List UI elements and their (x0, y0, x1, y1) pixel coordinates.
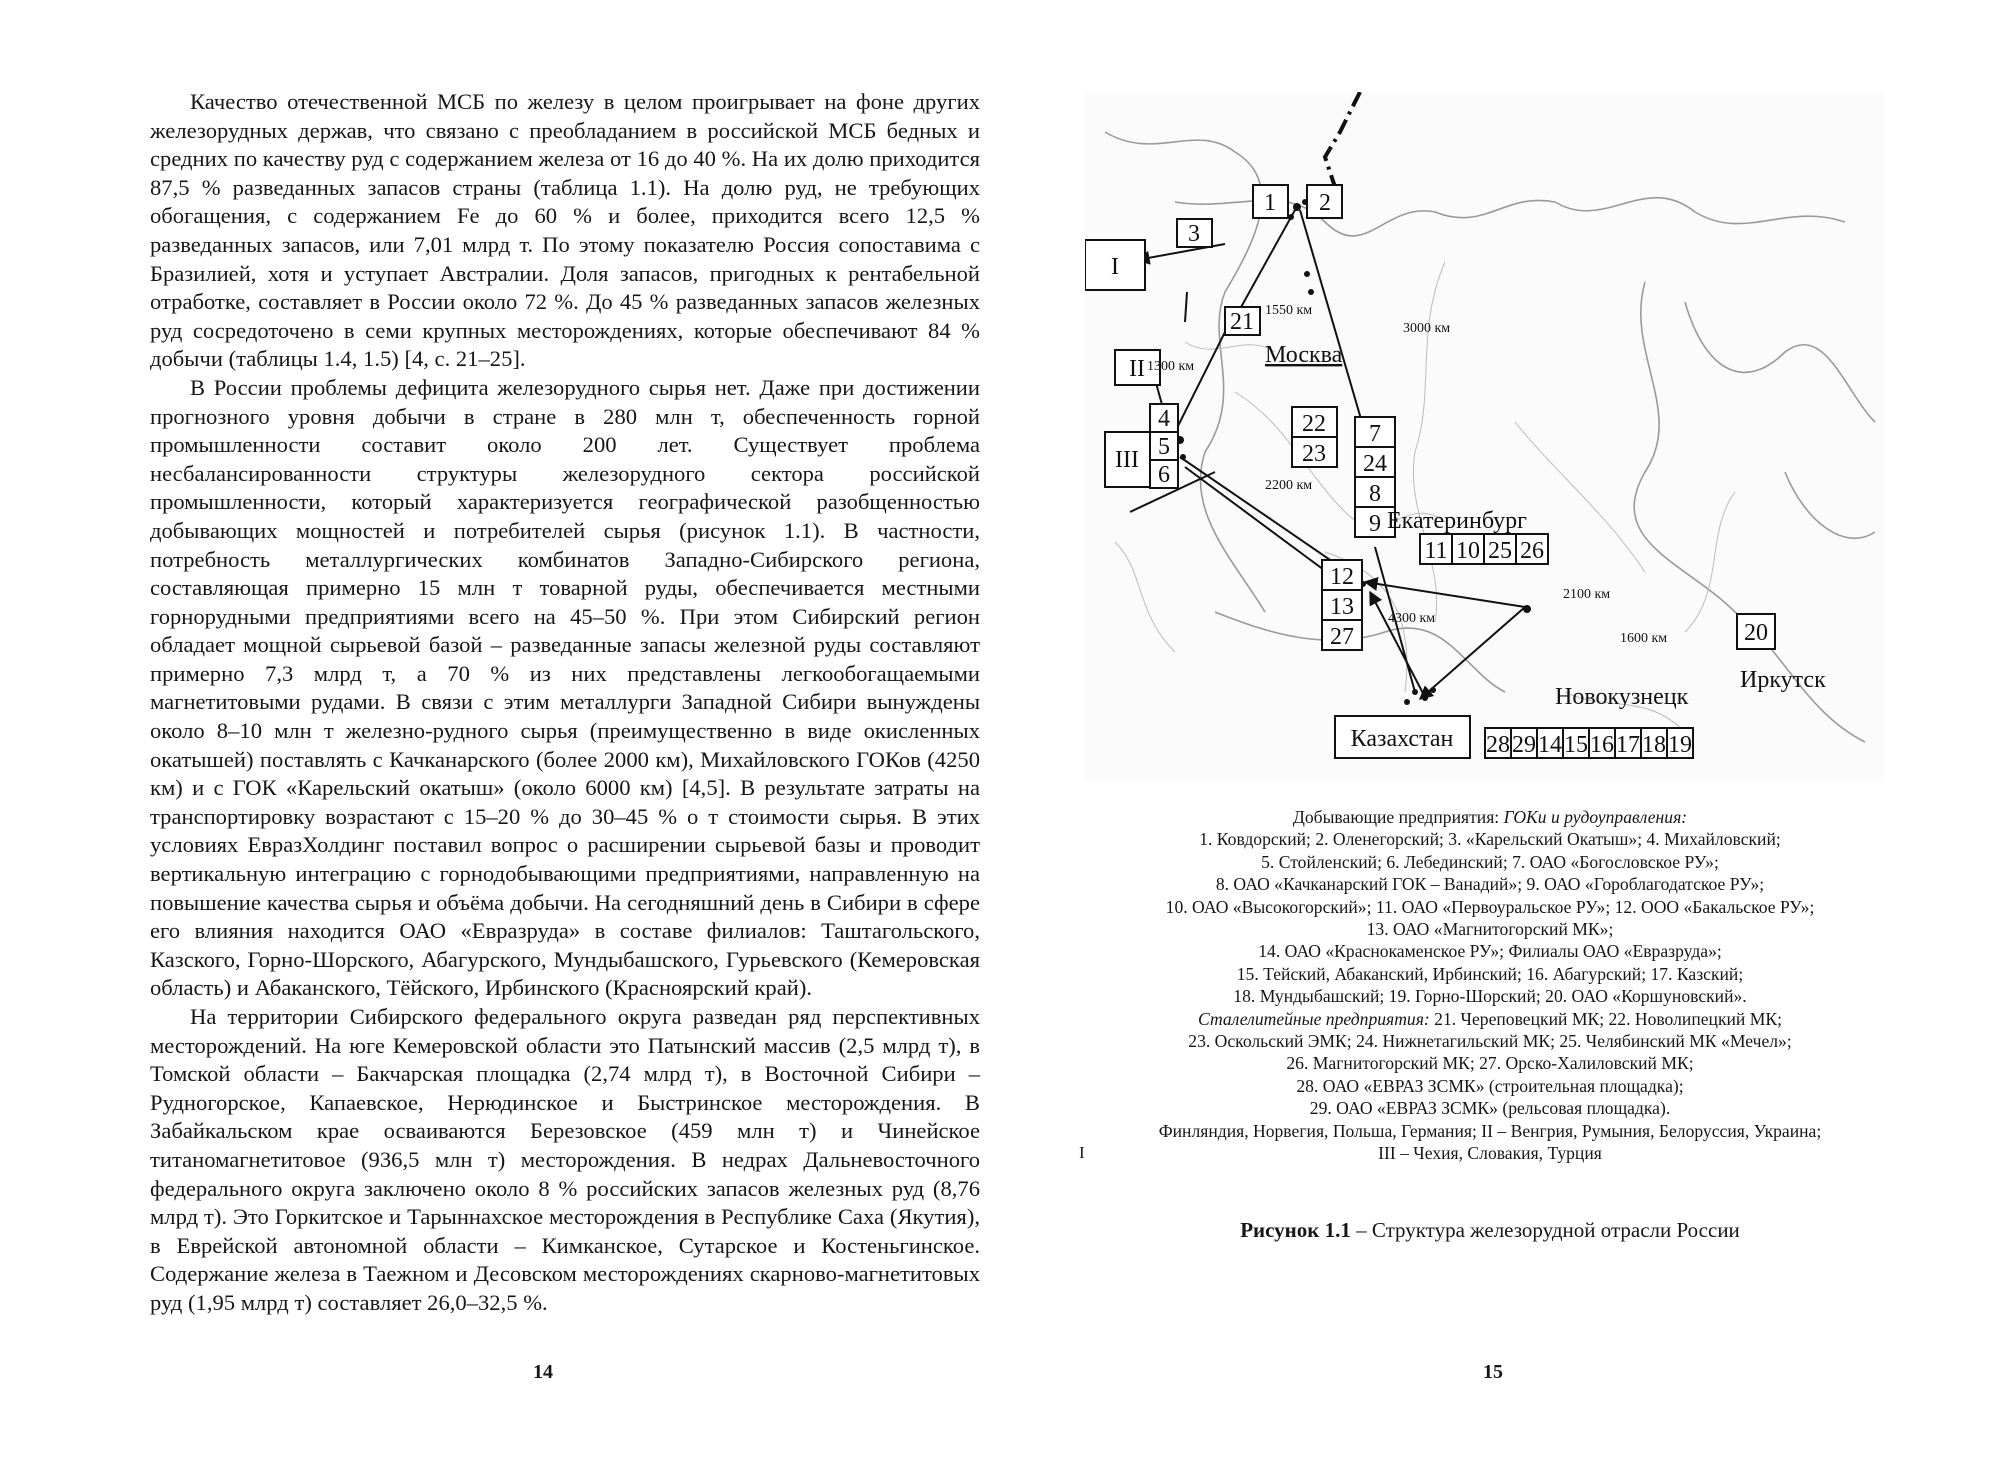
distance-1600: 1600 км (1620, 631, 1668, 646)
iron-ore-map (1085, 92, 1885, 782)
figure-legend (1065, 806, 1915, 1165)
box-6: 6 (1158, 462, 1170, 488)
box-12: 12 (1330, 564, 1354, 590)
box-10: 10 (1456, 538, 1480, 564)
legend-roman-i: I (1079, 1143, 1085, 1162)
legend-line: 14. ОАО «Краснокаменское РУ»; Филиалы ОАО «Евразруда»; (1258, 941, 1722, 962)
legend-steel-italic: Сталелитейные предприятия: (1197, 1008, 1435, 1029)
right-page-number: 15 (1483, 1361, 1503, 1383)
legend-line: Финляндия, Норвегия, Польша, Германия; II – Венгрия, Румыния, Белоруссия, Украина; (1158, 1120, 1822, 1141)
city-novokuznetsk: Новокузнецк (1555, 684, 1689, 710)
box-28: 28 (1486, 732, 1510, 758)
box-2: 2 (1319, 190, 1331, 216)
city-yekaterinburg: Екатеринбург (1387, 508, 1527, 534)
legend-line: 10. ОАО «Высокогорский»; 11. ОАО «Первоуральское РУ»; 12. ООО «Бакальское РУ»; (1165, 896, 1815, 917)
box-1: 1 (1264, 190, 1276, 216)
box-15: 15 (1564, 732, 1588, 758)
box-14: 14 (1538, 732, 1562, 758)
legend-line: 29. ОАО «ЕВРАЗ ЗСМК» (рельсовая площадка). (1309, 1098, 1671, 1119)
box-5: 5 (1158, 434, 1170, 460)
legend-line: 1. Ковдорский; 2. Оленегорский; 3. «Карельский Окатыш»; 4. Михайловский; (1199, 829, 1781, 850)
legend-heading (1065, 806, 1915, 828)
box-20: 20 (1744, 620, 1768, 646)
paragraph-1: Качество отечественной МСБ по железу в целом проигрывает на фоне других железорудных держав, что связано с преобладанием в российской МСБ бедных и средних по качеству руд с содержанием железа от 16 до 40 %. На их долю приходится 87,5 % разведанных запасов страны (таблица 1.1). На долю руд, не требующих обогащения, с содержанием Fe до 60 % и более, приходится всего 12,5 % разведанных запасов, или 7,01 млрд т. По этому показателю Россия сопоставима с Бразилией, хотя и уступает Австралии. Доля запасов, пригодных к рентабельной отработке, составляет в России около 72 %. До 45 % разведанных запасов железных руд сосредоточено в семи крупных месторождениях, которые обеспечивают 84 % добычи (таблицы 1.4, 1.5) [4, с. 21–25]. (150, 89, 980, 372)
legend-line: 28. ОАО «ЕВРАЗ ЗСМК» (строительная площадка); (1296, 1075, 1684, 1096)
country-label: Казахстан (1350, 726, 1454, 752)
box-23: 23 (1302, 441, 1326, 467)
legend-line: 23. Оскольский ЭМК; 24. Нижнетагильский МК; 25. Челябинский МК «Мечел»; (1188, 1031, 1792, 1052)
city-moscow: Москва (1265, 342, 1343, 368)
figure-caption-label: Рисунок 1.1 (1240, 1218, 1351, 1242)
roman-box-iii: III (1115, 447, 1139, 473)
legend-line: 13. ОАО «Магнитогорский МК»; (1366, 919, 1614, 940)
box-27: 27 (1330, 624, 1354, 650)
distance-3000: 3000 км (1403, 321, 1451, 336)
figure-caption-text: – Структура железорудной отрасли России (1350, 1218, 1740, 1242)
box-25: 25 (1488, 538, 1512, 564)
box-16: 16 (1590, 732, 1614, 758)
legend-line: III – Чехия, Словакия, Турция (1378, 1143, 1602, 1164)
distance-4300: 4300 км (1388, 611, 1436, 626)
box-19: 19 (1668, 732, 1692, 758)
left-page-number: 14 (533, 1361, 553, 1383)
box-11: 11 (1424, 538, 1448, 564)
box-22: 22 (1302, 411, 1326, 437)
city-irkutsk: Иркутск (1740, 667, 1826, 693)
box-3: 3 (1188, 221, 1200, 247)
legend-steel-first: 21. Череповецкий МК; 22. Новолипецкий МК; (1434, 1008, 1783, 1029)
box-9: 9 (1369, 511, 1381, 537)
box-7: 7 (1369, 421, 1381, 447)
box-24: 24 (1363, 451, 1387, 477)
legend-line: 26. Магнитогорский МК; 27. Орско-Халиловский МК; (1286, 1053, 1694, 1074)
box-4: 4 (1158, 406, 1170, 432)
box-26: 26 (1520, 538, 1544, 564)
distance-1550: 1550 км (1265, 303, 1313, 318)
figure-caption (1065, 1218, 1915, 1243)
legend-heading-italic: ГОКи и рудоуправления: (1503, 807, 1688, 827)
roman-box-i: I (1111, 254, 1119, 280)
box-17: 17 (1616, 732, 1640, 758)
roman-box-ii: II (1129, 356, 1145, 382)
paragraph-2: В России проблемы дефицита железорудного сырья нет. Даже при достижении прогнозного уровня добычи в стране в 280 млн т, обеспеченность горной промышленности составит около 200 лет. Существует проблема несбалансированности структуры железорудного сектора российской промышленности, который характеризуется географической разобщенностью добывающих мощностей и потребителей сырья (рисунок 1.1). В частности, потребность металлургических комбинатов Западно-Сибирского региона, составляющая примерно 15 млн т товарной руды, обеспечивается местными горнорудными предприятиями всего на 45–50 %. При этом Сибирский регион обладает мощной сырьевой базой – разведанные запасы железной руды составляют примерно 7,3 млрд т, а 70 % из них представлены легкообогащаемыми магнетитовыми рудами. В связи с этим металлурги Западной Сибири вынуждены около 8–10 млн т железно-рудного сырья (преимущественно в виде окисленных окатышей) поставлять с Качканарского (более 2000 км), Михайловского ГОКов (4250 км) и с ГОК «Карельский окатыш» (около 6000 км) [4,5]. В результате затраты на транспортировку возрастают с 15–20 % до 30–45 % о т стоимости сырья. В этих условиях ЕвразХолдинг поставил вопрос о расширении сырьевой базы и проводит вертикальную интеграцию с горнодобывающими предприятиями, направленную на повышение качества сырья и объёма добычи. На сегодняшний день в Сибири в сфере его влияния находится ОАО «Евразруда» в составе филиалов: Таштагольского, Казского, Горно-Шорского, Абагурского, Мундыбашского, Гурьевского (Кемеровская область) и Абаканского, Тёйского, Ирбинского (Красноярский край). (150, 374, 980, 1001)
box-21: 21 (1230, 309, 1254, 335)
legend-steel-heading (1065, 1008, 1915, 1030)
distance-2100: 2100 км (1563, 587, 1611, 602)
legend-line: 18. Мундыбашский; 19. Горно-Шорский; 20. ОАО «Коршуновский». (1233, 986, 1747, 1007)
box-29: 29 (1512, 732, 1536, 758)
box-8: 8 (1369, 481, 1381, 507)
legend-line: 8. ОАО «Качканарский ГОК – Ванадий»; 9. ОАО «Гороблагодатское РУ»; (1215, 874, 1765, 895)
distance-2200: 2200 км (1265, 478, 1313, 493)
left-page-text (150, 88, 980, 1318)
legend-heading-plain: Добывающие предприятия: (1292, 807, 1504, 827)
legend-line: 5. Стойленский; 6. Лебединский; 7. ОАО «Богословское РУ»; (1261, 851, 1719, 872)
map-svg (1085, 92, 1885, 782)
paragraph-3: На территории Сибирского федерального округа разведан ряд перспективных месторождений. На юге Кемеровской области это Патынский массив (2,5 млрд т), в Томской области – Бакчарская площадка (2,74 млрд т), в Восточной Сибири – Рудногорское, Капаевское, Нерюдинское и Быстринское месторождения. В Забайкальском крае осваиваются Березовское (459 млн т) и Чинейское титаномагнетитовое (936,5 млн т) месторождения. В недрах Дальневосточного федерального округа заключено около 8 % российских запасов железных руд (8,76 млрд т). Это Горкитское и Тарыннахское месторождения в Республике Саха (Якутия), в Еврейской автономной области – Кимканское, Сутарское и Костеньгинское. Содержание железа в Таежном и Десовском месторождениях скарново-магнетитовых руд (1,95 млрд т) составляет 26,0–32,5 %. (150, 1004, 980, 1315)
legend-line: 15. Тейский, Абаканский, Ирбинский; 16. Абагурский; 17. Казский; (1236, 963, 1744, 984)
distance-1300: 1300 км (1147, 359, 1195, 374)
box-13: 13 (1330, 594, 1354, 620)
box-18: 18 (1642, 732, 1666, 758)
